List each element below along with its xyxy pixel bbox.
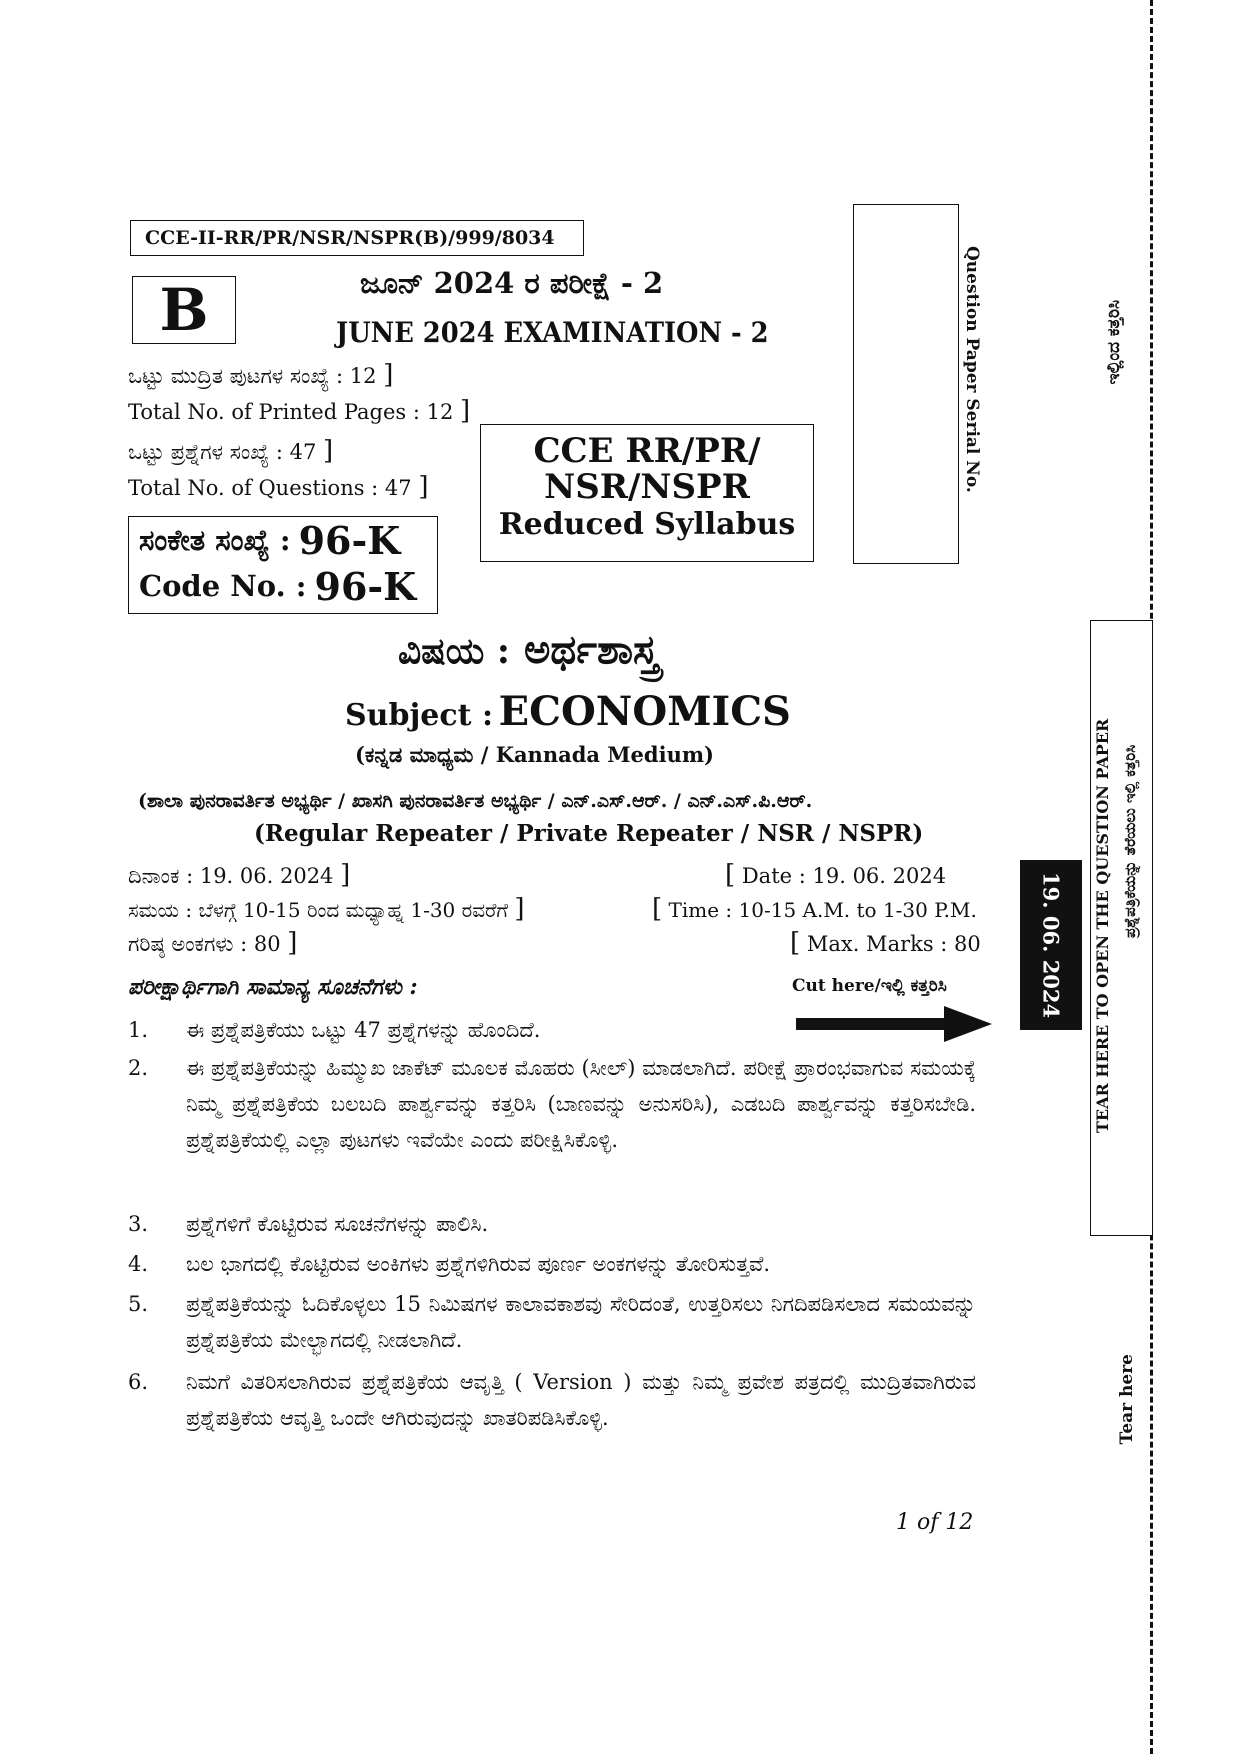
marks-kannada-text: ಗರಿಷ್ಠ ಅಂಕಗಳು : 80 <box>128 932 281 956</box>
serial-number-box <box>853 204 959 564</box>
bracket: ] <box>418 472 429 502</box>
instruction-text: ಈ ಪ್ರಶ್ನೆಪತ್ರಿಕೆಯನ್ನು ಹಿಮ್ಮುಖ ಜಾಕೆಟ್ ಮೂಲಕ ಮೊಹರು (ಸೀಲ್) ಮಾಡಲಾಗಿದೆ. ಪರೀಕ್ಷೆ ಪ್ರಾರಂಭವಾಗುವ ಸಮಯಕ್ಕೆ ನಿಮ್ಮ ಪ್ರಶ್ನೆಪತ್ರಿಕೆಯ ಬಲಬದಿ ಪಾರ್ಶ್ವವನ್ನು ಕತ್ತರಿಸಿ (ಬಾಣವನ್ನು ಅನುಸರಿಸಿ), ಎಡಬದಿ ಪಾರ್ಶ್ವವನ್ನು ಕತ್ತರಿಸಬೇಡಿ. ಪ್ರಶ್ನೆಪತ್ರಿಕೆಯಲ್ಲಿ ಎಲ್ಲಾ ಪುಟಗಳು ಇವೆಯೇ ಎಂದು ಪರೀಕ್ಷಿಸಿಕೊಳ್ಳಿ. <box>186 1056 976 1152</box>
instruction-number: 2. <box>128 1056 149 1080</box>
instruction-item <box>128 1286 978 1358</box>
instruction-number: 3. <box>128 1212 149 1236</box>
questions-english-text: Total No. of Questions : 47 <box>128 476 412 500</box>
bracket: ] <box>514 894 525 924</box>
bracket: ] <box>287 928 298 958</box>
instruction-number: 6. <box>128 1370 149 1394</box>
questions-kannada-text: ಒಟ್ಟು ಪ್ರಶ್ನೆಗಳ ಸಂಖ್ಯೆ : 47 <box>128 440 317 464</box>
date-kannada-text: ದಿನಾಂಕ : 19. 06. 2024 <box>128 864 334 888</box>
questions-english <box>128 472 429 502</box>
code-number-box <box>128 516 438 614</box>
paper-code: CCE-II-RR/PR/NSR/NSPR(B)/999/8034 <box>130 220 584 256</box>
subject-english <box>345 688 791 735</box>
instruction-text: ಪ್ರಶ್ನೆಗಳಿಗೆ ಕೊಟ್ಟಿರುವ ಸೂಚನೆಗಳನ್ನು ಪಾಲಿಸಿ. <box>186 1212 489 1236</box>
instruction-item <box>128 1050 978 1158</box>
code-row-kannada <box>139 517 437 563</box>
version-badge: B <box>132 276 236 344</box>
bracket: ] <box>383 360 394 390</box>
bracket: ] <box>460 396 471 426</box>
pages-english <box>128 396 470 426</box>
exam-title-english: JUNE 2024 EXAMINATION - 2 <box>336 316 769 349</box>
time-english-text: Time : 10-15 A.M. to 1-30 P.M. <box>668 898 977 922</box>
code-label-english: Code No. : <box>139 569 307 603</box>
instructions-heading: ಪರೀಕ್ಷಾರ್ಥಿಗಾಗಿ ಸಾಮಾನ್ಯ ಸೂಚನೆಗಳು : <box>128 974 418 1000</box>
serial-number-label: Question Paper Serial No. <box>962 246 982 493</box>
instruction-number: 1. <box>128 1018 149 1042</box>
bracket: [ <box>790 928 801 958</box>
date-kannada <box>128 860 350 890</box>
exam-title-kannada: ಜೂನ್ 2024 ರ ಪರೀಕ್ಷೆ - 2 <box>360 266 664 300</box>
instruction-item <box>128 1012 978 1048</box>
cce-line-1: CCE RR/PR/ <box>533 431 761 471</box>
instruction-text: ಈ ಪ್ರಶ್ನೆಪತ್ರಿಕೆಯು ಒಟ್ಟು 47 ಪ್ರಶ್ನೆಗಳನ್ನು ಹೊಂದಿದೆ. <box>186 1018 541 1042</box>
date-english-text: Date : 19. 06. 2024 <box>741 864 947 888</box>
instruction-number: 5. <box>128 1292 149 1316</box>
marks-english <box>790 928 981 958</box>
cut-from-here-label: ಇಲ್ಲಿಂದ ಕತ್ತರಿಸಿ <box>1104 300 1124 385</box>
instruction-text: ಬಲ ಭಾಗದಲ್ಲಿ ಕೊಟ್ಟಿರುವ ಅಂಕಿಗಳು ಪ್ರಶ್ನೆಗಳಿಗಿರುವ ಪೂರ್ಣ ಅಂಕಗಳನ್ನು ತೋರಿಸುತ್ತವೆ. <box>186 1252 771 1276</box>
cut-here-label: Cut here/ಇಲ್ಲಿ ಕತ್ತರಿಸಿ <box>792 976 947 996</box>
date-band-text: 19. 06. 2024 <box>1038 871 1064 1019</box>
cce-line-3: Reduced Syllabus <box>498 507 796 542</box>
code-value-english: 96-K <box>314 563 417 609</box>
instruction-item <box>128 1364 978 1436</box>
time-kannada <box>128 894 525 924</box>
questions-kannada <box>128 436 333 466</box>
marks-english-text: Max. Marks : 80 <box>806 932 981 956</box>
instruction-number: 4. <box>128 1252 149 1276</box>
code-label-kannada: ಸಂಕೇತ ಸಂಖ್ಯೆ : <box>139 522 291 557</box>
time-kannada-text: ಸಮಯ : ಬೆಳಗ್ಗೆ 10-15 ರಿಂದ ಮಧ್ಯಾಹ್ನ 1-30 ರವರೆಗೆ <box>128 898 509 922</box>
cce-line-2: NSR/NSPR <box>544 467 750 507</box>
marks-kannada <box>128 928 297 958</box>
subject-label-english: Subject : <box>345 698 494 733</box>
tear-here-box <box>1090 620 1153 1236</box>
subject-label-kannada: ವಿಷಯ : <box>398 630 511 672</box>
candidate-types-kannada: (ಶಾಲಾ ಪುನರಾವರ್ತಿತ ಅಭ್ಯರ್ಥಿ / ಖಾಸಗಿ ಪುನರಾವರ್ತಿತ ಅಭ್ಯರ್ಥಿ / ಎನ್.ಎಸ್.ಆರ್. / ಎನ್.ಎಸ್.ಪಿ.ಆರ್. <box>138 790 813 812</box>
bracket: ] <box>340 860 351 890</box>
tear-instruction-kannada: ಪ್ರಶ್ನೆಪತ್ರಿಕೆಯನ್ನು ತೆರೆಯಲು ಇಲ್ಲಿ ಕತ್ತರಿಸಿ <box>1121 744 1139 938</box>
instruction-text: ಪ್ರಶ್ನೆಪತ್ರಿಕೆಯನ್ನು ಓದಿಕೊಳ್ಳಲು 15 ನಿಮಿಷಗಳ ಕಾಲಾವಕಾಶವು ಸೇರಿದಂತೆ, ಉತ್ತರಿಸಲು ನಿಗದಿಪಡಿಸಲಾದ ಸಮಯವನ್ನು ಪ್ರಶ್ನೆಪತ್ರಿಕೆಯ ಮೇಲ್ಭಾಗದಲ್ಲಿ ನೀಡಲಾಗಿದೆ. <box>186 1292 976 1352</box>
medium: (ಕನ್ನಡ ಮಾಧ್ಯಮ / Kannada Medium) <box>355 742 714 767</box>
subject-kannada <box>398 626 659 673</box>
bracket: ] <box>323 436 334 466</box>
time-english <box>652 894 977 924</box>
code-value-kannada: 96-K <box>298 517 401 563</box>
page-number: 1 of 12 <box>896 1510 974 1535</box>
subject-value-english: ECONOMICS <box>498 688 791 735</box>
tear-instruction-english: TEAR HERE TO OPEN THE QUESTION PAPER <box>1093 718 1112 1134</box>
date-english <box>725 860 946 890</box>
bracket: [ <box>652 894 663 924</box>
instruction-text: ನಿಮಗೆ ವಿತರಿಸಲಾಗಿರುವ ಪ್ರಶ್ನೆಪತ್ರಿಕೆಯ ಆವೃತ್ತಿ ( Version ) ಮತ್ತು ನಿಮ್ಮ ಪ್ರವೇಶ ಪತ್ರದಲ್ಲಿ ಮುದ್ರಿತವಾಗಿರುವ ಪ್ರಶ್ನೆಪತ್ರಿಕೆಯ ಆವೃತ್ತಿ ಒಂದೇ ಆಗಿರುವುದನ್ನು ಖಾತರಿಪಡಿಸಿಕೊಳ್ಳಿ. <box>186 1370 976 1430</box>
tear-here-label: Tear here <box>1117 1354 1137 1445</box>
cce-syllabus-box <box>480 424 814 562</box>
pages-kannada-text: ಒಟ್ಟು ಮುದ್ರಿತ ಪುಟಗಳ ಸಂಖ್ಯೆ : 12 <box>128 364 377 388</box>
instruction-item <box>128 1206 978 1242</box>
pages-kannada <box>128 360 393 390</box>
subject-value-kannada: ಅರ್ಥಶಾಸ್ತ್ರ <box>524 626 659 673</box>
date-band <box>1020 860 1082 1030</box>
pages-english-text: Total No. of Printed Pages : 12 <box>128 400 454 424</box>
instruction-item <box>128 1246 978 1282</box>
candidate-types-english: (Regular Repeater / Private Repeater / NSR / NSPR) <box>254 820 924 847</box>
code-row-english <box>139 563 437 609</box>
bracket: [ <box>725 860 736 890</box>
